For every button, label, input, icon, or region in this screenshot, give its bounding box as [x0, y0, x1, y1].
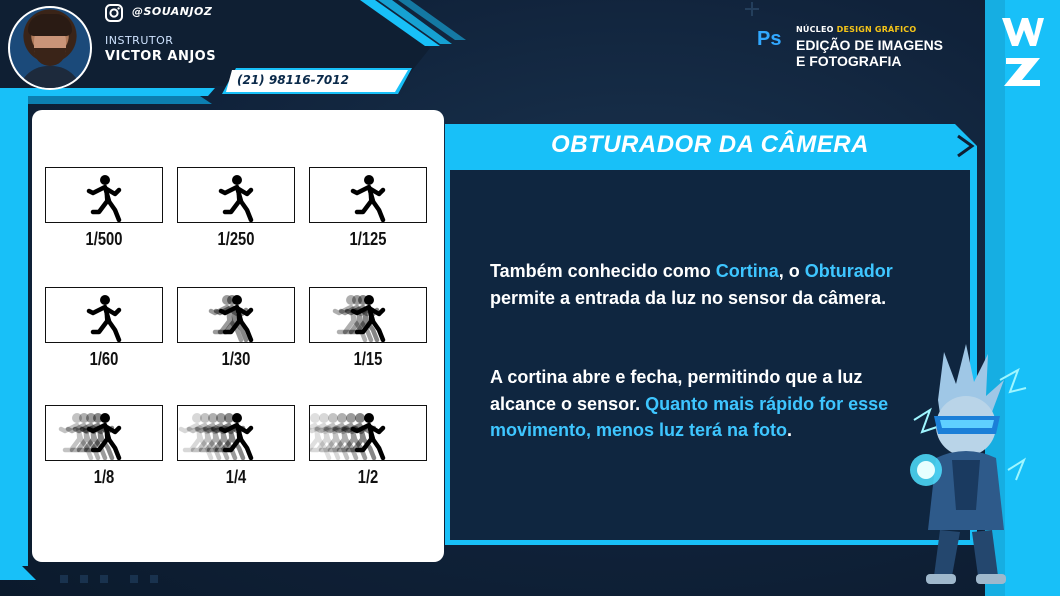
body-text: A cortina abre e fecha, permitindo que a luz alcance o sensor.: [490, 367, 863, 414]
brand-logo-icon: [998, 10, 1046, 90]
course-title-line2: E FOTOGRAFIA: [796, 53, 902, 69]
running-figure-icon: [310, 288, 427, 343]
highlight-text: Quanto mais rápido for esse movimento, menos luz terá na foto: [490, 393, 889, 440]
shutter-speed-label: 1/8: [93, 467, 115, 487]
course-category: NÚCLEO DESIGN GRÁFICO: [796, 25, 917, 34]
shutter-speed-label: 1/125: [349, 229, 387, 249]
instructor-phone: (21) 98116-7012: [237, 73, 349, 87]
mascot-character-illustration: [900, 340, 1030, 590]
running-figure-cell: [309, 405, 427, 461]
running-figure-cell: [45, 405, 163, 461]
running-figure-icon: [310, 406, 427, 461]
running-figure-cell: [45, 167, 163, 223]
slide-title: OBTURADOR DA CÂMERA: [551, 131, 869, 158]
shutter-speed-label: 1/4: [225, 467, 247, 487]
shutter-speed-label: 1/250: [217, 229, 255, 249]
running-figure-icon: [46, 406, 163, 461]
paragraph-explanation: [490, 364, 910, 444]
instagram-icon: [104, 3, 124, 23]
shutter-speed-label: 1/15: [353, 349, 383, 369]
running-figure-icon: [178, 288, 295, 343]
running-figure-cell: [309, 287, 427, 343]
running-figure-cell: [309, 167, 427, 223]
running-figure-icon: [46, 168, 163, 223]
shutter-speed-label: 1/500: [85, 229, 123, 249]
course-title-line1: EDIÇÃO DE IMAGENS: [796, 37, 944, 53]
instructor-avatar: [8, 6, 92, 90]
instructor-role: INSTRUTOR: [105, 34, 174, 47]
highlight-text: Cortina: [715, 261, 779, 281]
running-figure-cell: [45, 287, 163, 343]
running-figure-cell: [177, 287, 295, 343]
body-text: .: [787, 420, 793, 440]
photoshop-icon: Ps: [757, 28, 782, 50]
running-figure-cell: [177, 405, 295, 461]
paragraph-definition: [490, 258, 910, 311]
running-figure-icon: [178, 406, 295, 461]
body-text: Também conhecido como: [490, 261, 716, 281]
shutter-speed-label: 1/60: [89, 349, 119, 369]
instructor-name: VICTOR ANJOS: [105, 49, 217, 64]
highlight-text: Obturador: [804, 261, 893, 281]
body-text: permite a entrada da luz no sensor da câmera.: [490, 287, 887, 308]
shutter-speed-label: 1/2: [357, 467, 379, 487]
shutter-speed-label: 1/30: [221, 349, 251, 369]
body-text: , o: [778, 261, 805, 281]
instagram-handle[interactable]: @SOUANJOZ: [132, 5, 213, 18]
running-figure-icon: [46, 288, 163, 343]
running-figure-icon: [178, 168, 295, 223]
running-figure-cell: [177, 167, 295, 223]
running-figure-icon: [310, 168, 427, 223]
shutter-speed-grid: [32, 110, 444, 562]
